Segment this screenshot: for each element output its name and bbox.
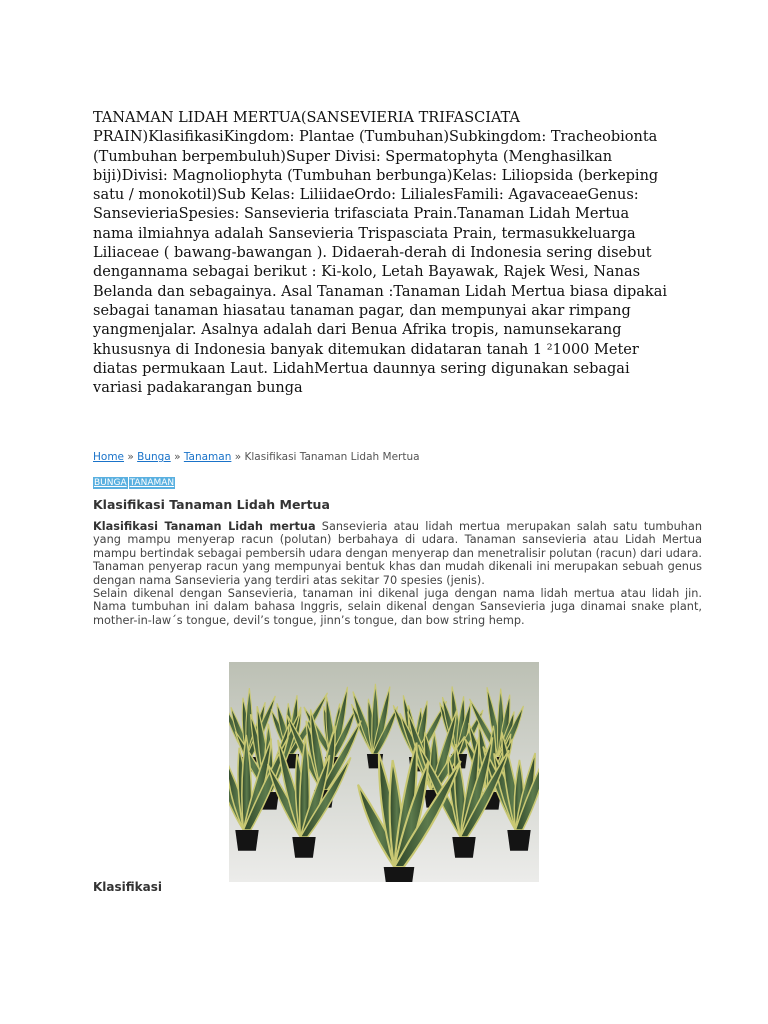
breadcrumb-separator: » xyxy=(231,451,245,463)
post-paragraph-1 xyxy=(93,520,702,587)
post-body xyxy=(93,520,702,627)
plant-pot xyxy=(235,830,258,851)
breadcrumb-current: Klasifikasi Tanaman Lidah Mertua xyxy=(244,451,420,463)
plant-pot xyxy=(452,837,475,858)
breadcrumb-separator: » xyxy=(124,451,138,463)
plant-pot xyxy=(292,837,315,858)
tag-list xyxy=(93,477,176,489)
intro-text-block xyxy=(93,109,673,398)
post-lead-bold: Klasifikasi Tanaman Lidah mertua xyxy=(93,520,316,533)
breadcrumb-separator: » xyxy=(170,451,184,463)
breadcrumb xyxy=(93,451,693,463)
post-paragraph-1-text: Sansevieria atau lidah mertua merupakan salah satu tumbuhan yang mampu menyerap racun (polutan) berbahaya di udara. Tanaman sansevieria atau Lidah Mertua mampu bertindak sebagai pembersih udara dengan menyerap dan menetralisir polutan (racun) dari udara. Tanaman penyerap racun yang mempunyai bentuk khas dan mudah dikenali ini merupakan sebuah genus dengan nama Sansevieria yang terdiri atas sekitar 70 spesies (jenis). xyxy=(93,520,702,587)
breadcrumb-home-link[interactable]: Home xyxy=(93,451,125,463)
tag-bunga[interactable]: BUNGA xyxy=(94,478,127,488)
intro-paragraph: TANAMAN LIDAH MERTUA(SANSEVIERIA TRIFASCIATA PRAIN)KlasifikasiKingdom: Plantae (Tumbuhan)Subkingdom: Tracheobionta (Tumbuhan berpembuluh)Super Divisi: Spermatophyta (Menghasilkan biji)Divisi: Magnoliophyta (Tumbuhan berbunga)Kelas: Liliopsida (berkeping satu / monokotil)Sub Kelas: LiliidaeOrdo: LilialesFamili: AgavaceaeGenus: SansevieriaSpesies: Sansevieria trifasciata Prain.Tanaman Lidah Mertua nama ilmiahnya adalah Sansevieria Trispasciata Prain, termasukkeluarga Liliaceae ( bawang-bawangan ). Didaerah-derah di Indonesia sering disebut dengannama sebagai berikut : Ki-kolo, Letah Bayawak, Rajek Wesi, Nanas Belanda dan sebagainya. Asal Tanaman :Tanaman Lidah Mertua biasa dipakai sebagai tanaman hiasatau tanaman pagar, dan mempunyai akar rimpang yangmenjalar. Asalnya adalah dari Benua Afrika tropis, namunsekarang khususnya di Indonesia banyak ditemukan didataran tanah 1 ²1000 Meter diatas permukaan Laut. LidahMertua daunnya sering digunakan sebagai variasi padakarangan bunga xyxy=(93,110,667,397)
plant-pot xyxy=(384,867,415,882)
plant-pot xyxy=(507,830,530,851)
breadcrumb-tanaman-link[interactable]: Tanaman xyxy=(183,451,232,463)
klasifikasi-heading: Klasifikasi xyxy=(93,880,162,894)
sansevieria-plants-image xyxy=(229,662,539,882)
tag-tanaman[interactable]: TANAMAN xyxy=(129,478,175,488)
post-title: Klasifikasi Tanaman Lidah Mertua xyxy=(93,497,330,512)
sansevieria-photo xyxy=(229,662,539,882)
post-paragraph-2: Selain dikenal dengan Sansevieria, tanaman ini dikenal juga dengan nama lidah mertua atau lidah jin. Nama tumbuhan ini dalam bahasa Inggris, selain dikenal dengan Sansevieria juga dinamai snake plant, mother-in-law´s tongue, devil’s tongue, jinn’s tongue, dan bow string hemp. xyxy=(93,587,702,627)
breadcrumb-bunga-link[interactable]: Bunga xyxy=(137,451,171,463)
